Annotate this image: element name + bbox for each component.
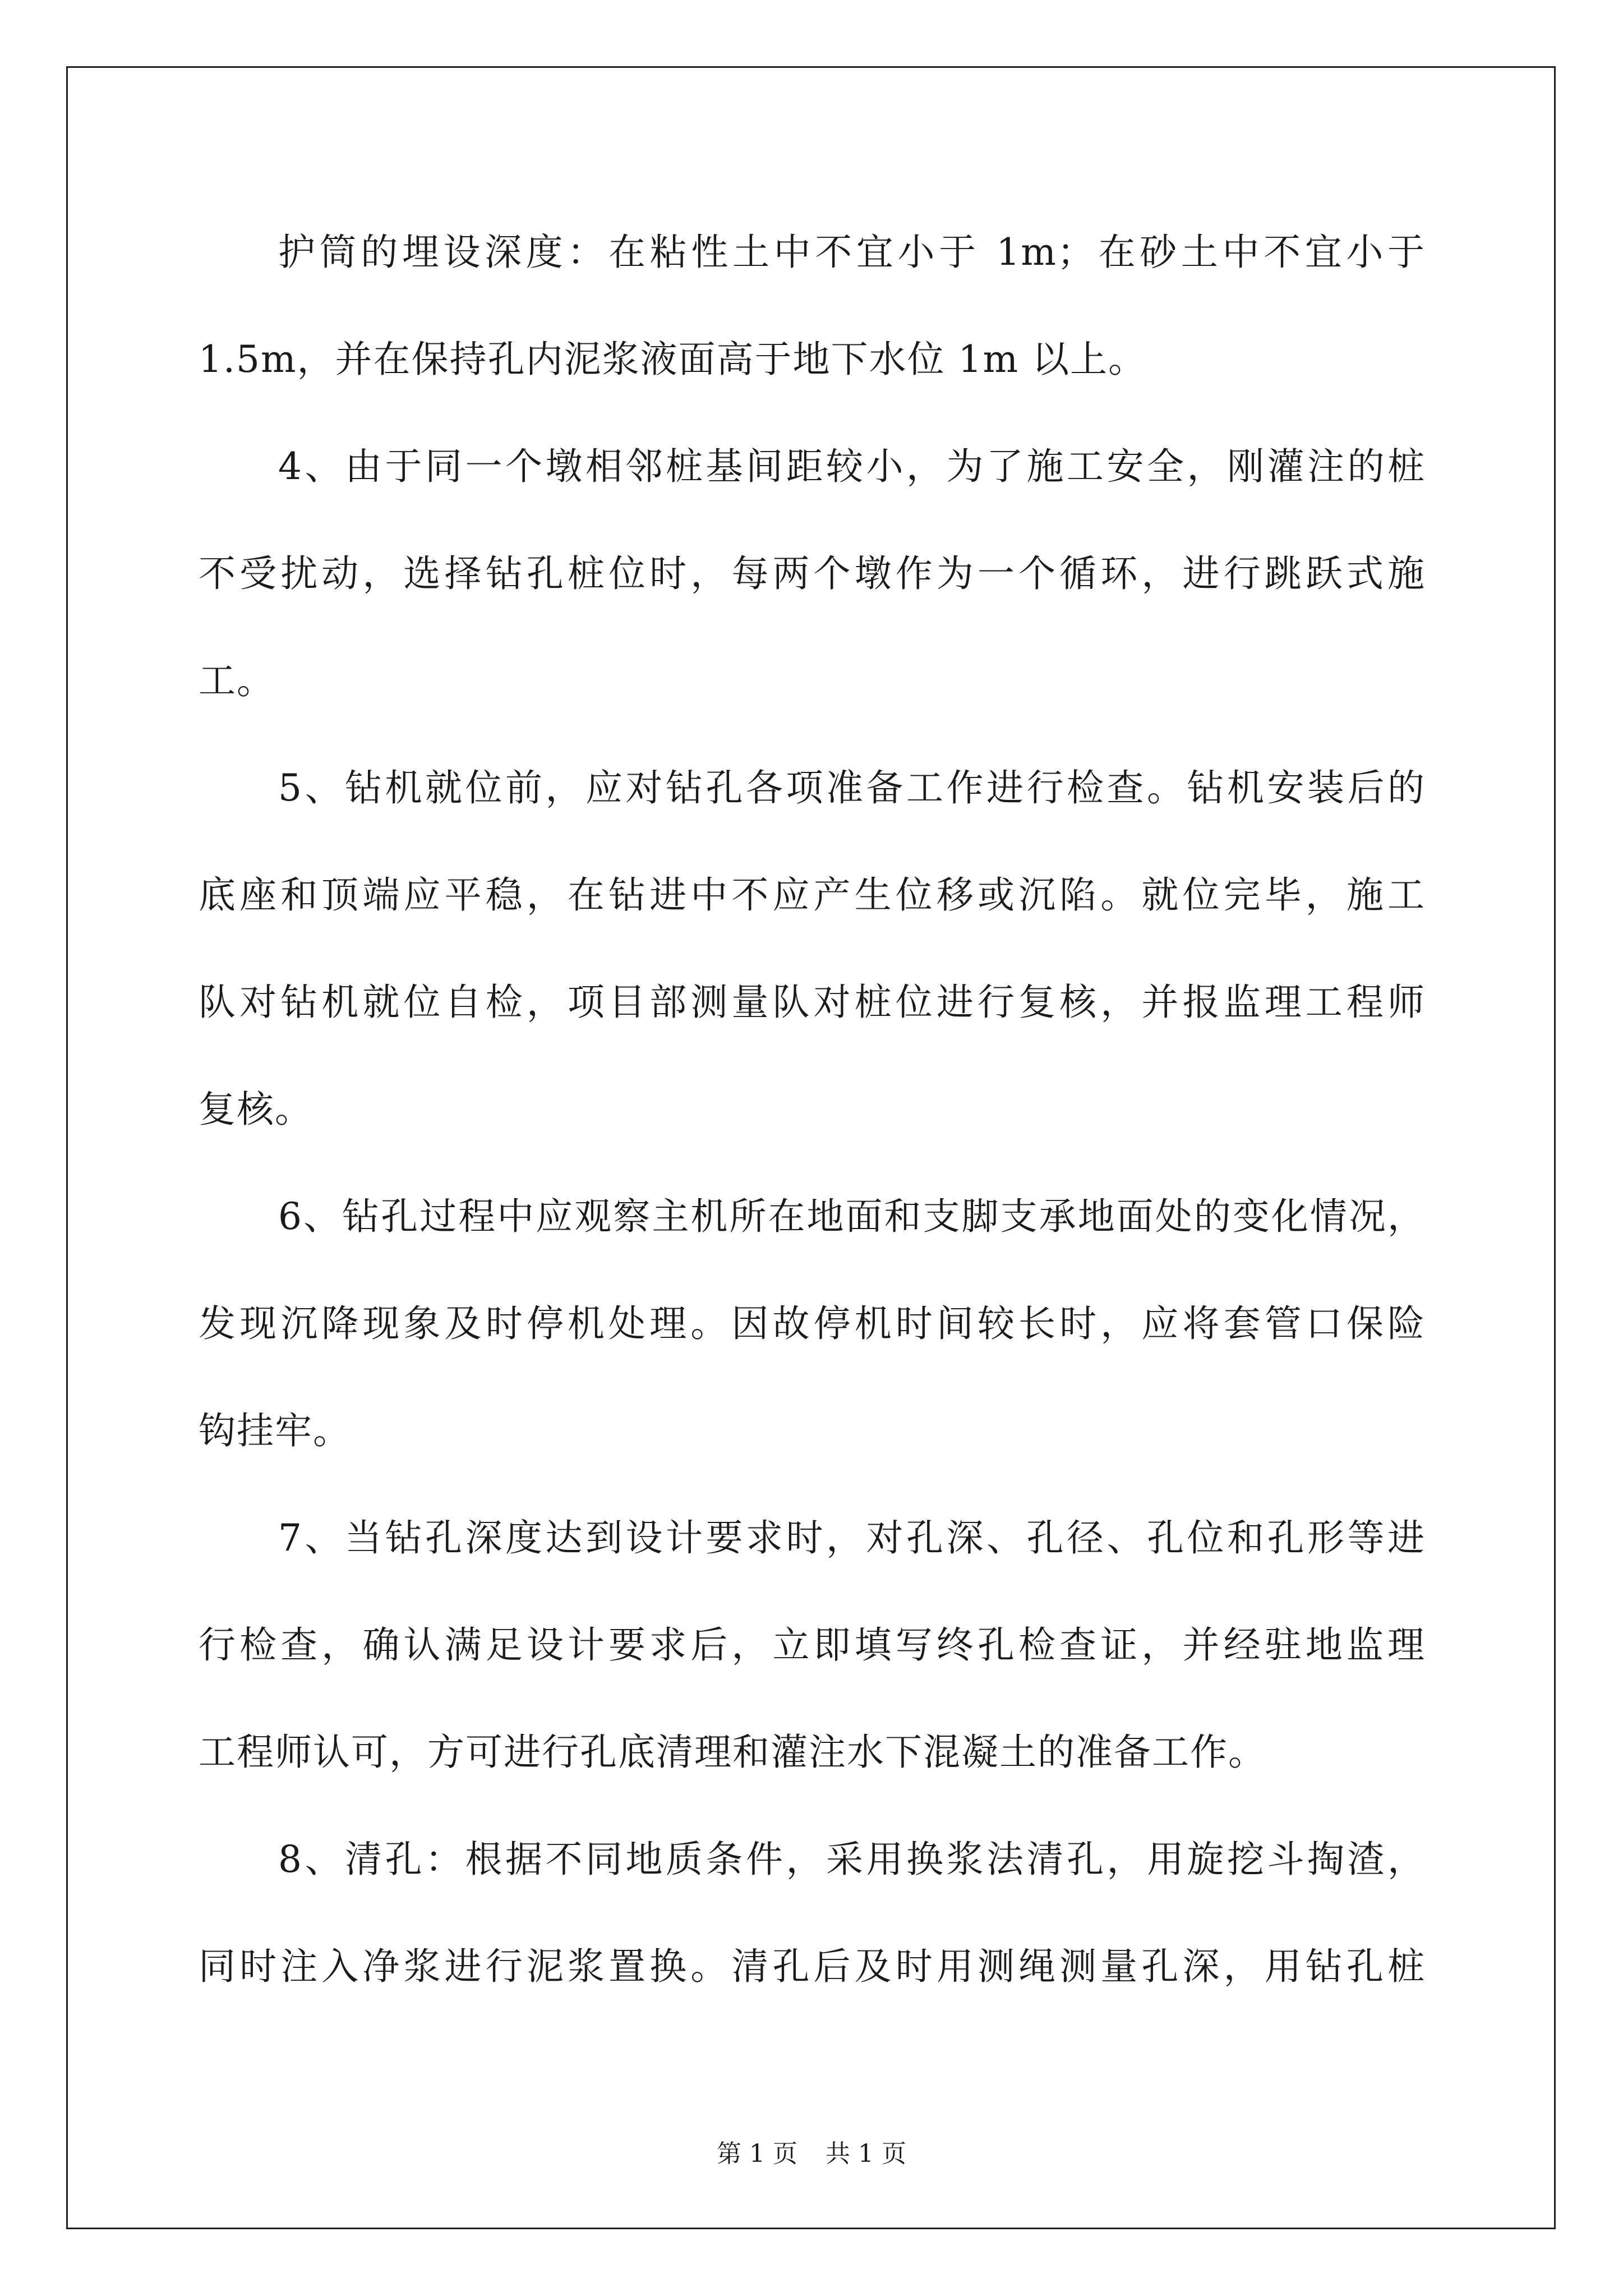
paragraph-line: 8、清孔：根据不同地质条件，采用换浆法清孔，用旋挖斗掏渣， <box>278 1838 1426 1881</box>
paragraph-line: 4、由于同一个墩相邻桩基间距较小，为了施工安全，刚灌注的桩 <box>278 445 1426 488</box>
page-total: 共 1 页 <box>826 2139 906 2168</box>
paragraph-line: 6、钻孔过程中应观察主机所在地面和支脚支承地面处的变化情况， <box>278 1195 1426 1238</box>
paragraph-line: 钩挂牢。 <box>199 1409 351 1452</box>
paragraph-line: 护筒的埋设深度：在粘性土中不宜小于 1m；在砂土中不宜小于 <box>278 231 1426 274</box>
page-number: 第 1 页 <box>717 2139 797 2168</box>
paragraph-line: 同时注入净浆进行泥浆置换。清孔后及时用测绳测量孔深，用钻孔桩 <box>199 1945 1426 1988</box>
paragraph-line: 队对钻机就位自检，项目部测量队对桩位进行复核，并报监理工程师 <box>199 981 1426 1024</box>
paragraph-line: 行检查，确认满足设计要求后，立即填写终孔检查证，并经驻地监理 <box>199 1623 1426 1667</box>
paragraph-line: 5、钻机就位前，应对钻孔各项准备工作进行检查。钻机安装后的 <box>278 766 1426 809</box>
paragraph-line: 发现沉降现象及时停机处理。因故停机时间较长时，应将套管口保险 <box>199 1302 1426 1345</box>
paragraph-line: 1.5m，并在保持孔内泥浆液面高于地下水位 1m 以上。 <box>199 338 1147 381</box>
paragraph-line: 底座和顶端应平稳，在钻进中不应产生位移或沉陷。就位完毕，施工 <box>199 873 1426 917</box>
paragraph-line: 复核。 <box>199 1088 313 1131</box>
paragraph-line: 工程师认可，方可进行孔底清理和灌注水下混凝土的准备工作。 <box>199 1731 1266 1774</box>
paragraph-line: 工。 <box>199 659 275 702</box>
document-body <box>199 199 1426 2020</box>
paragraph-line: 不受扰动，选择钻孔桩位时，每两个墩作为一个循环，进行跳跃式施 <box>199 552 1426 595</box>
paragraph-line: 7、当钻孔深度达到设计要求时，对孔深、孔径、孔位和孔形等进 <box>278 1516 1426 1559</box>
page-footer <box>0 2137 1623 2171</box>
